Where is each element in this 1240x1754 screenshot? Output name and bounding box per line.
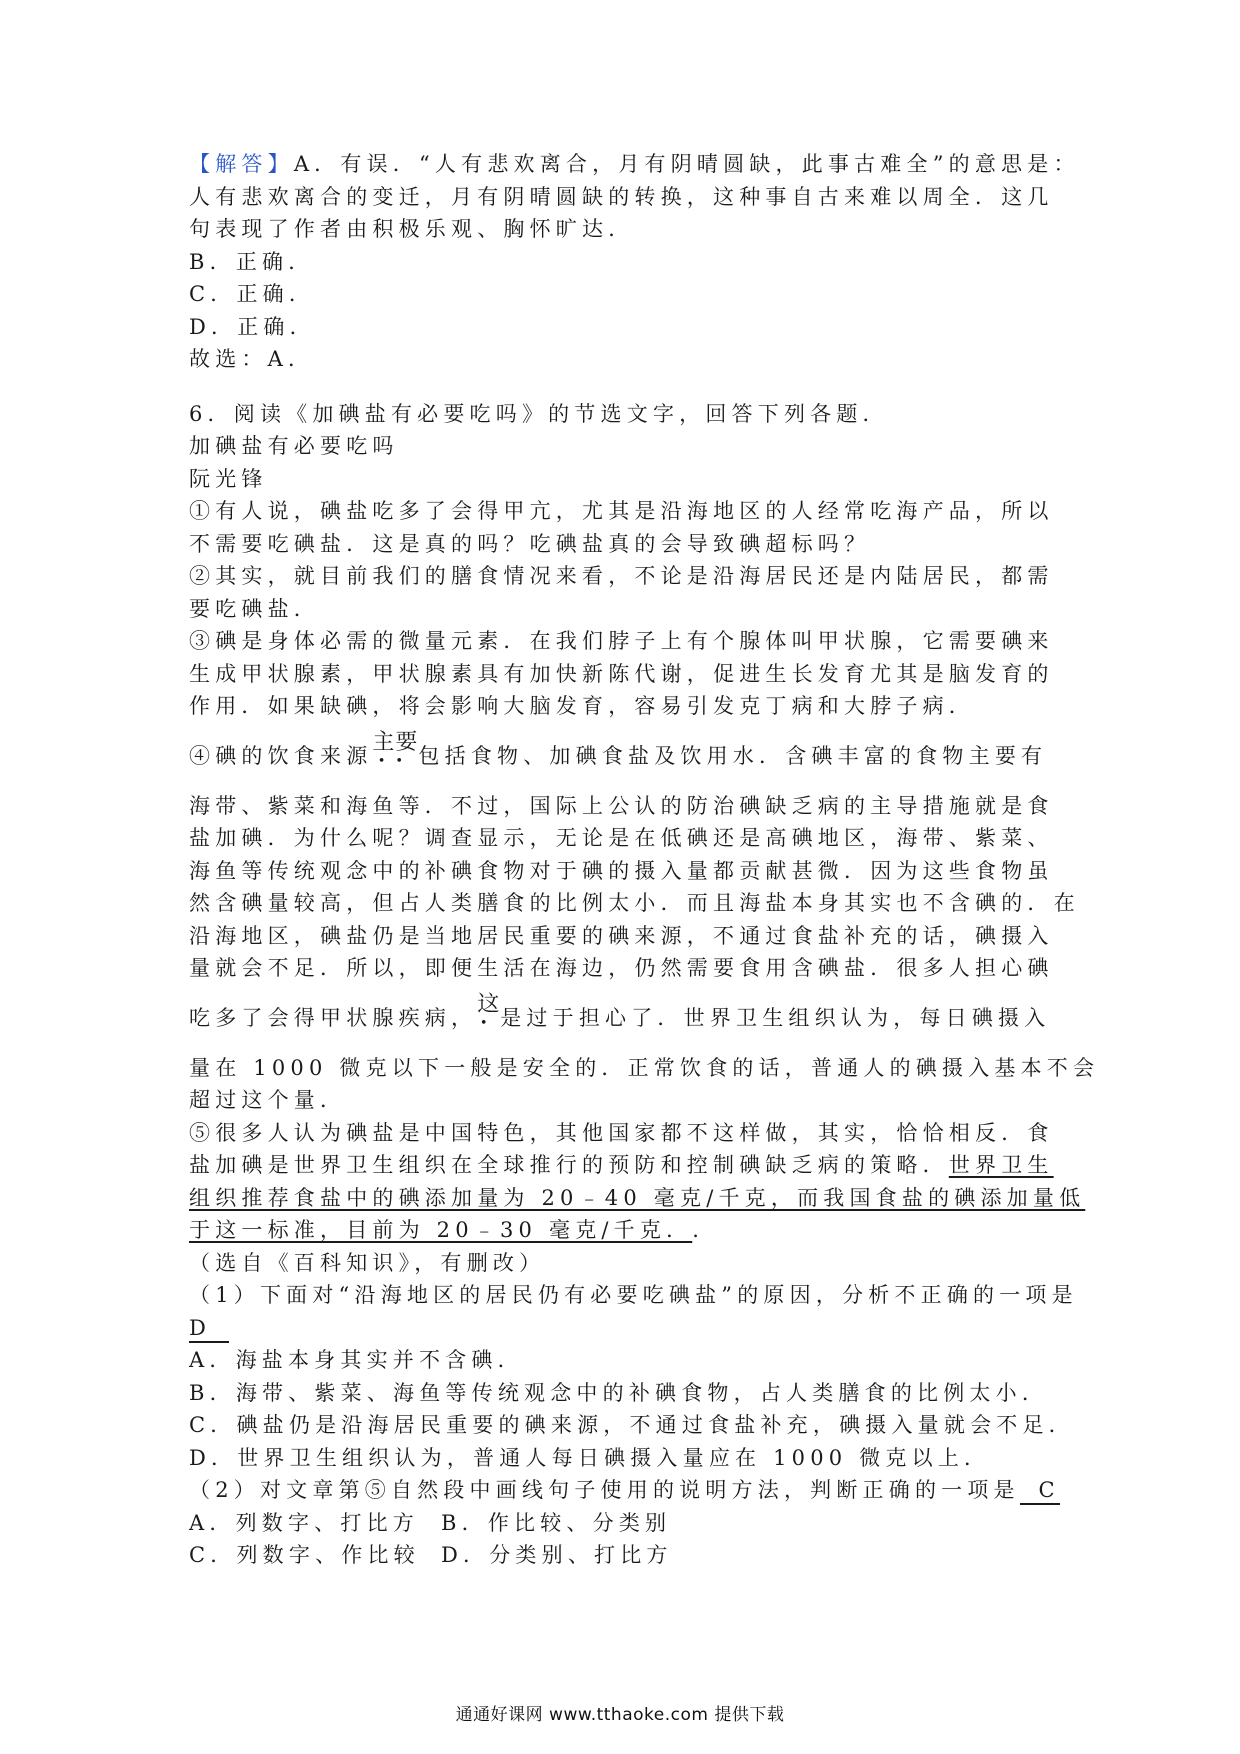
paragraph-1-line-1: ①有人说，碘盐吃多了会得甲亢，尤其是沿海地区的人经常吃海产品，所以: [189, 499, 1054, 523]
sub-question-1-option-b: B．海带、紫菜、海鱼等传统观念中的补碘食物，占人类膳食的比例太小．: [189, 1380, 1049, 1405]
answer-option-b: B．正确．: [189, 249, 315, 274]
paragraph-5-line-1: ⑤很多人认为碘盐是中国特色，其他国家都不这样做，其实，恰恰相反．食: [189, 1120, 1054, 1145]
paragraph-4-line-5: 然含碘量较高，但占人类膳食的比例太小．而且海盐本身其实也不含碘的．在: [189, 891, 1080, 915]
question-6-intro: 6．阅读《加碘盐有必要吃吗》的节选文字，回答下列各题．: [189, 401, 889, 426]
paragraph-5-line-4: 于这一标准，目前为 20﹣30 毫克/千克．.: [189, 1218, 705, 1242]
article-title: 加碘盐有必要吃吗: [189, 434, 399, 458]
paragraph-3-line-1: ③碘是身体必需的微量元素．在我们脖子上有个腺体叫甲状腺，它需要碘来: [189, 629, 1054, 653]
paragraph-4-line-10: 超过这个量．: [189, 1088, 347, 1112]
page-footer: 通通好课网 www.tthaoke.com 提供下载: [455, 1705, 785, 1725]
answer-option-d: D．正确．: [189, 314, 316, 339]
document-body: [189, 148, 1100, 1572]
article-author: 阮光锋: [189, 466, 268, 491]
emphasis-dot: •: [479, 1015, 498, 1031]
emphasized-word-zhe: 这 •: [477, 991, 501, 1031]
answer-conclusion: 故选：A．: [189, 347, 315, 371]
sub-question-2-stem: （2）对文章第⑤自然段中画线句子使用的说明方法，判断正确的一项是 C: [189, 1474, 1059, 1507]
paragraph-4-line-3: 盐加碘．为什么呢？调查显示，无论是在低碘还是高碘地区，海带、紫菜、: [189, 826, 1054, 850]
paragraph-4-line-9: 量在 1000 微克以下一般是安全的．正常饮食的话，普通人的碘摄入基本不会: [189, 1055, 1100, 1080]
answer-line-1: 【解答】A．有误．“人有悲欢离合，月有阴晴圆缺，此事古难全”的意思是：: [189, 152, 1080, 176]
underlined-sentence-start: 世界卫生: [948, 1153, 1054, 1177]
sub-question-1-option-d: D．世界卫生组织认为，普通人每日碘摄入量应在 1000 微克以上．: [189, 1445, 991, 1470]
paragraph-1-line-2: 不需要吃碘盐．这是真的吗？吃碘盐真的会导致碘超标吗？: [189, 531, 871, 556]
sub-question-2-options-row-2: [189, 1539, 1059, 1572]
answer-blank-2[interactable]: C: [1020, 1477, 1060, 1505]
paragraph-5-line-3: [189, 1182, 1086, 1215]
sub-question-2-options-row-1: [189, 1507, 1059, 1540]
sub-question-2-option-c: C．列数字、作比较: [189, 1543, 420, 1567]
sub-question-2-option-d: D．分类别、打比方: [441, 1543, 673, 1567]
answer-line-2: 人有悲欢离合的变迁，月有阴晴圆缺的转换，这种事自古来难以周全．这几: [189, 184, 1054, 209]
paragraph-4-line-2: 海带、紫菜和海鱼等．不过，国际上公认的防治碘缺乏病的主导措施就是食: [189, 793, 1054, 818]
paragraph-4-line-6: 沿海地区，碘盐仍是当地居民重要的碘来源，不通过食盐补充的话，碘摄入: [189, 923, 1054, 948]
sub-question-1-option-c: C．碘盐仍是沿海居民重要的碘来源，不通过食盐补充，碘摄入量就会不足．: [189, 1413, 1075, 1437]
sub-question-1-answer-line: [189, 1312, 1059, 1345]
sub-question-1-stem: （1）下面对“沿海地区的居民仍有必要吃碘盐”的原因，分析不正确的一项是: [189, 1283, 1078, 1307]
answer-option-c: C．正确．: [189, 282, 316, 306]
emphasis-dots: ••: [377, 753, 414, 769]
article-source: （选自《百科知识》，有删改）: [189, 1250, 546, 1275]
answer-line-3: 句表现了作者由积极乐观、胸怀旷达．: [189, 217, 635, 241]
paragraph-4-line-4: 海鱼等传统观念中的补碘食物对于碘的摄入量都贡献甚微．因为这些食物虽: [189, 858, 1054, 883]
sub-question-2-option-a: A．列数字、打比方: [189, 1510, 419, 1535]
paragraph-5-line-2: 盐加碘是世界卫生组织在全球推行的预防和控制碘缺乏病的策略．世界卫生: [189, 1153, 1054, 1177]
answer-blank-1[interactable]: D: [189, 1315, 229, 1343]
underlined-sentence-end: 于这一标准，目前为 20﹣30 毫克/千克．: [189, 1218, 693, 1242]
emphasized-word-zhuyao: 主要 ••: [372, 729, 419, 769]
paragraph-3-line-2: 生成甲状腺素，甲状腺素具有加快新陈代谢，促进生长发育尤其是脑发育的: [189, 661, 1054, 686]
paragraph-4-line-8: 吃多了会得甲状腺疾病，这 • 是过于担心了．世界卫生组织认为，每日碘摄入: [189, 991, 1059, 1046]
sub-question-2-option-b: B．作比较、分类别: [441, 1510, 672, 1535]
paragraph-3-line-3: 作用．如果缺碘，将会影响大脑发育，容易引发克丁病和大脖子病．: [189, 694, 975, 718]
answer-tag: 【解答】: [189, 152, 294, 176]
underlined-sentence-mid: 组织推荐食盐中的碘添加量为 20﹣40 毫克/千克，而我国食盐的碘添加量低: [189, 1185, 1086, 1210]
paragraph-4-line-7: 量就会不足．所以，即便生活在海边，仍然需要食用含碘盐．很多人担心碘: [189, 956, 1054, 980]
sub-question-1-option-a: A．海盐本身其实并不含碘．: [189, 1348, 524, 1372]
paragraph-4-line-1: ④碘的饮食来源主要 •• 包括食物、加碘食盐及饮用水．含碘丰富的食物主要有: [189, 729, 1059, 784]
paragraph-2-line-2: 要吃碘盐．: [189, 596, 320, 621]
paragraph-2-line-1: ②其实，就目前我们的膳食情况来看，不论是沿海居民还是内陆居民，都需: [189, 564, 1054, 588]
